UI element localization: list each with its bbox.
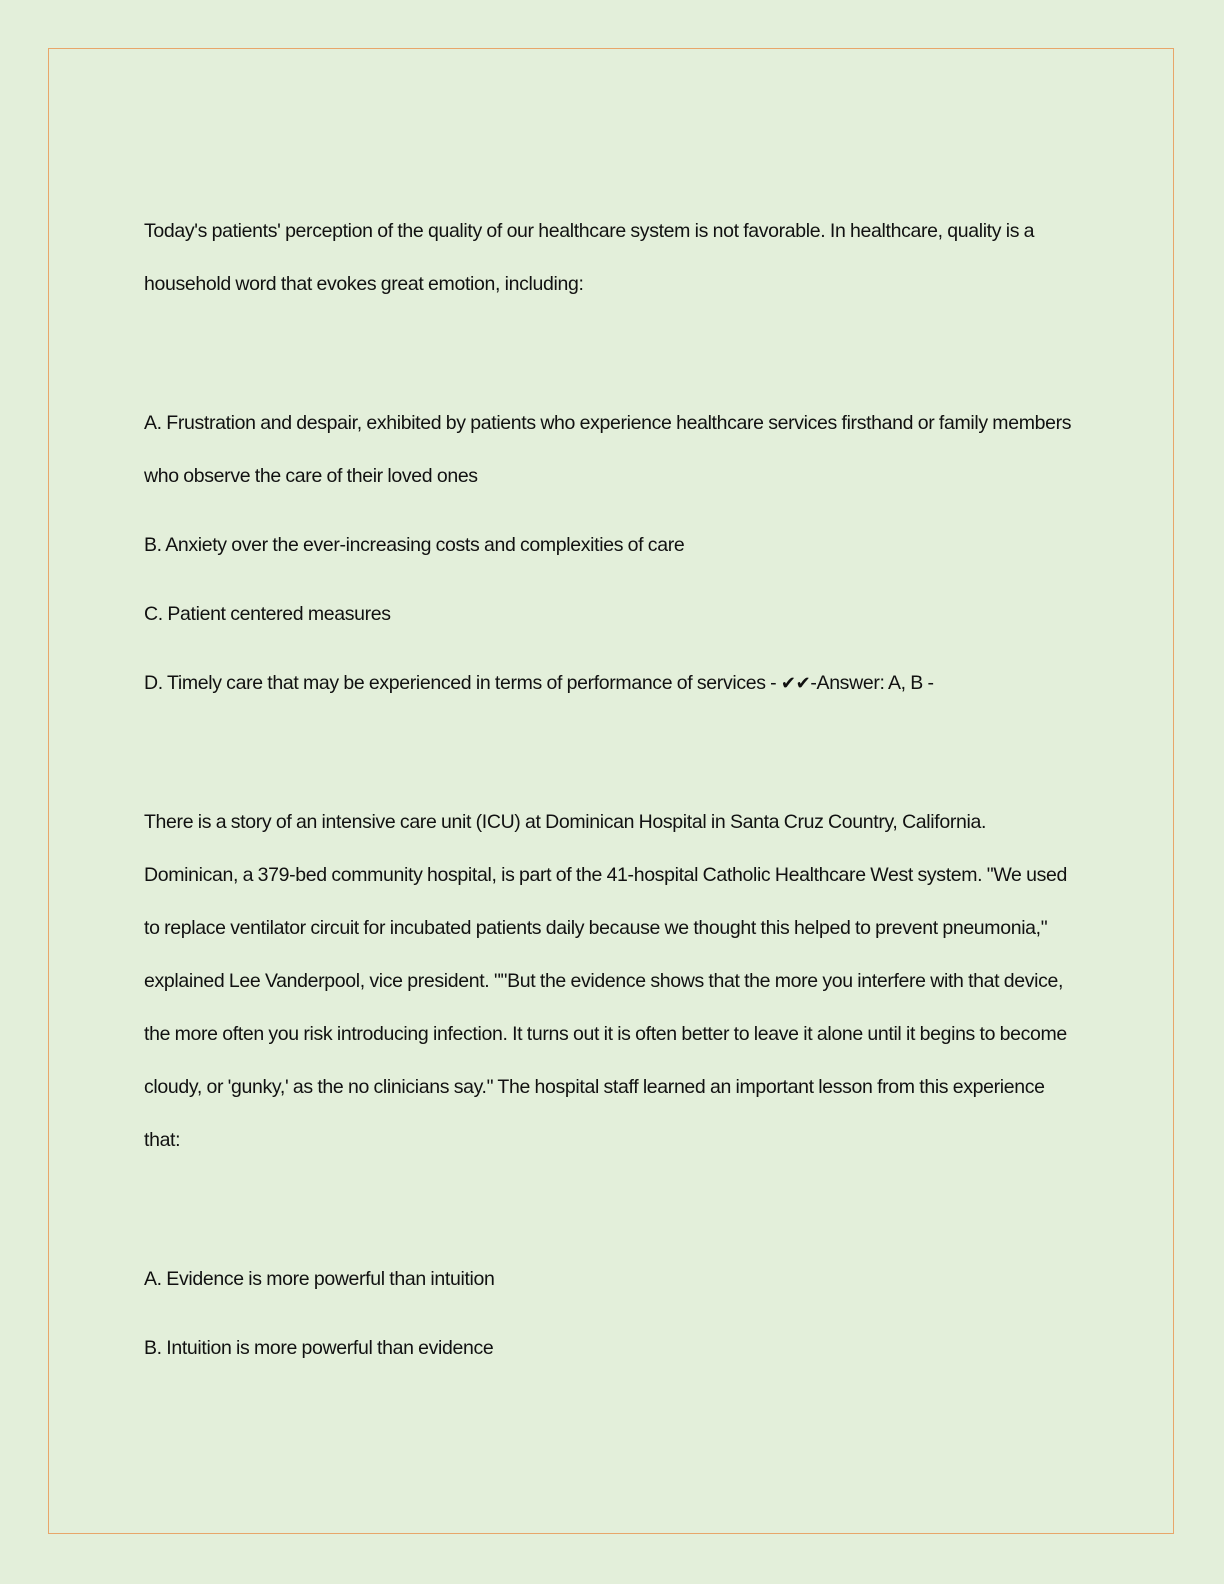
question-2-option-a: A. Evidence is more powerful than intuition (144, 1268, 495, 1290)
question-1-stem: Today's patients' perception of the quality of our healthcare system is not favorable. In healthcare, quality is a household word that evokes great emotion, including: (144, 220, 1035, 295)
answer-text: -Answer: A, B - (810, 672, 934, 694)
question-1-option-d (144, 657, 1084, 710)
document-body (144, 205, 1084, 1375)
question-1-option-b: B. Anxiety over the ever-increasing costs and complexities of care (144, 534, 685, 556)
question-2-option-b: B. Intuition is more powerful than evidence (144, 1337, 494, 1359)
question-1-option-a: A. Frustration and despair, exhibited by patients who experience healthcare services firsthand or family members who observe the care of their loved ones (144, 412, 1072, 487)
check-mark-icon: ✔✔ (780, 673, 811, 694)
question-1-option-c: C. Patient centered measures (144, 603, 391, 625)
question-2-stem: There is a story of an intensive care unit (ICU) at Dominican Hospital in Santa Cruz Country, California. Dominican, a 379-bed community hospital, is part of the 41-hospital Catholic Healthcare West system. "We used to replace ventilator circuit for incubated patients daily because we thought this helped to prevent pneumonia," explained Lee Vanderpool, vice president. ""But the evidence shows that the more you interfere with that device, the more often you risk introducing infection. It turns out it is often better to leave it alone until it begins to become cloudy, or 'gunky,' as the no clinicians say." The hospital staff learned an important lesson from this experience that: (144, 811, 1068, 1151)
option-d-text: D. Timely care that may be experienced in terms of performance of services - (144, 672, 777, 694)
